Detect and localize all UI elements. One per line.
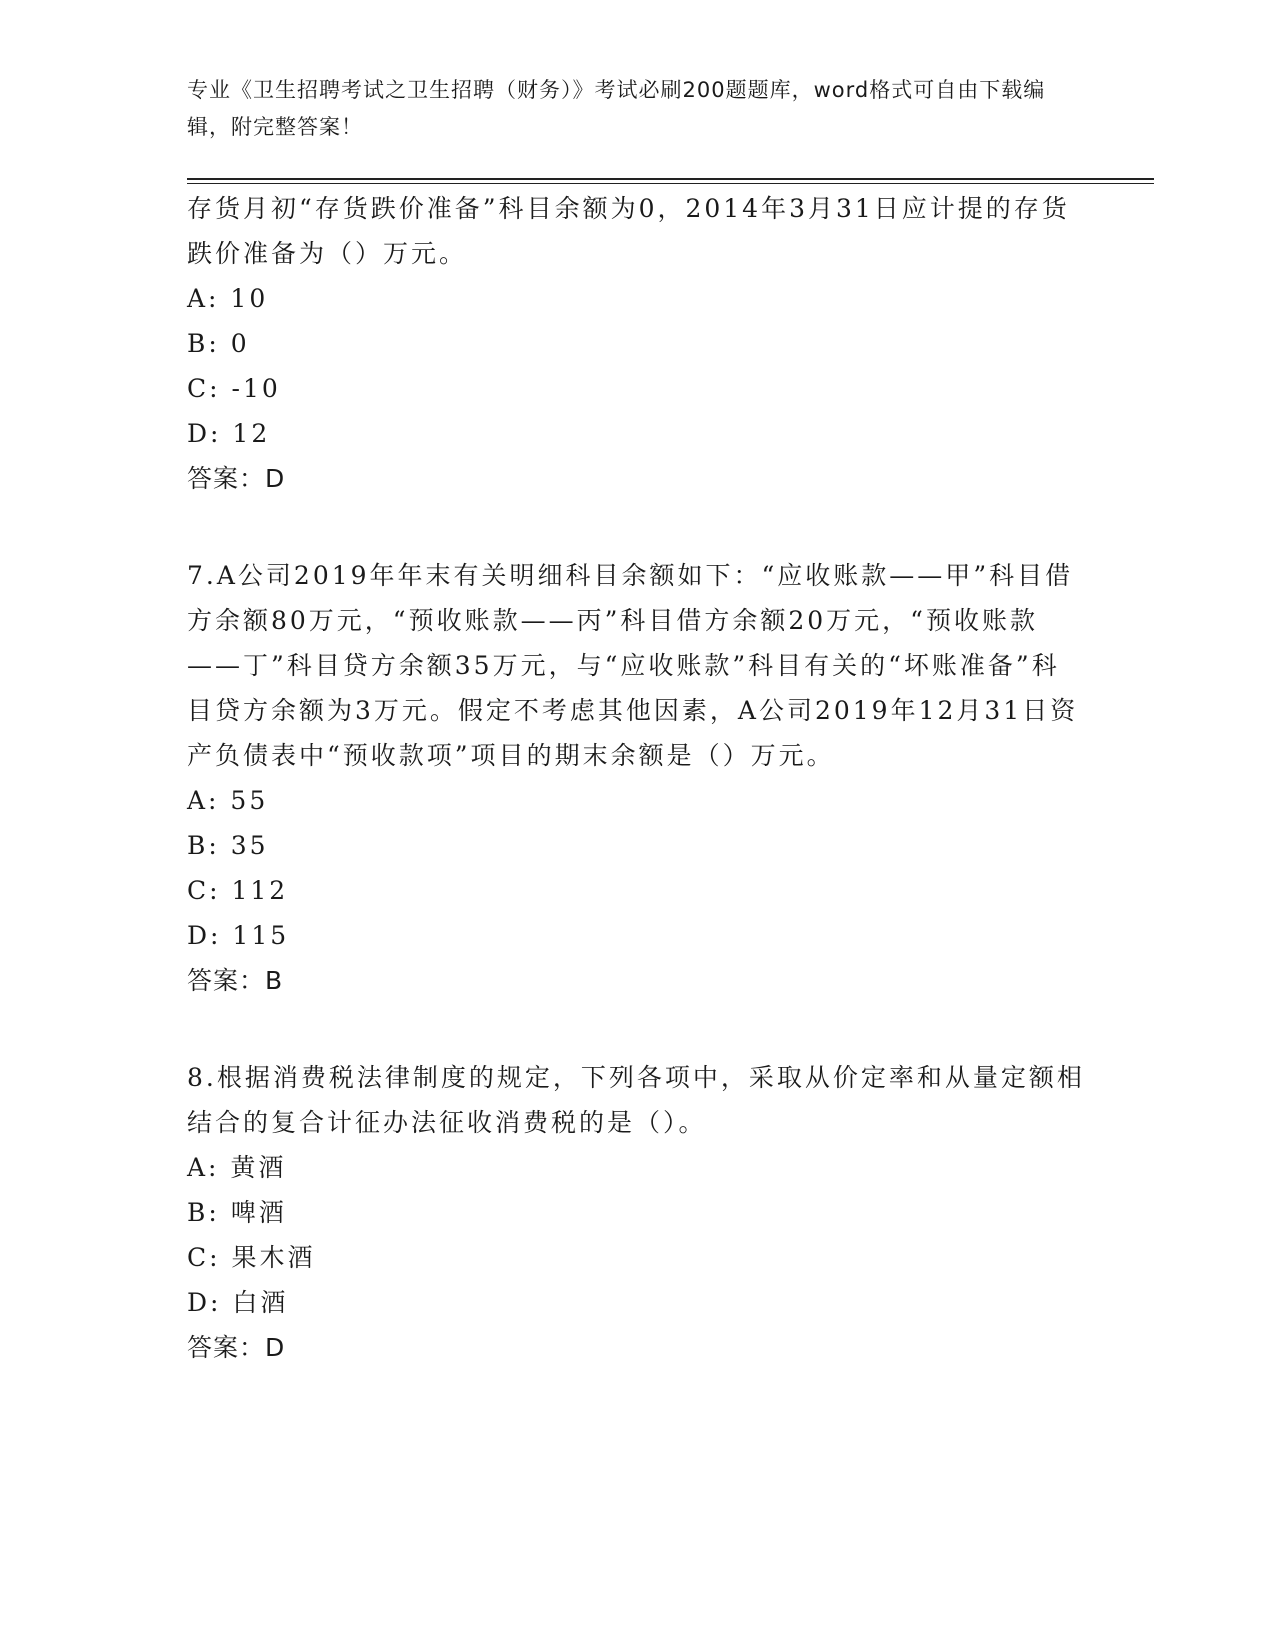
header-divider bbox=[187, 178, 1154, 184]
option-b: B: 啤酒 bbox=[187, 1198, 287, 1227]
answer-line: 答案：B bbox=[187, 966, 284, 995]
option-b: B: 0 bbox=[187, 329, 250, 358]
document-header bbox=[187, 72, 1067, 146]
answer-line: 答案：D bbox=[187, 1333, 286, 1362]
option-a: A: 黄酒 bbox=[187, 1153, 287, 1182]
question-list bbox=[187, 186, 1087, 1370]
question-fragment bbox=[187, 186, 1087, 501]
answer-line: 答案：D bbox=[187, 464, 286, 493]
option-a: A: 10 bbox=[187, 284, 269, 313]
option-a: A: 55 bbox=[187, 786, 269, 815]
option-c: C: -10 bbox=[187, 374, 281, 403]
question-stem: 8.根据消费税法律制度的规定，下列各项中，采取从价定率和从量定额相结合的复合计征办法征收消费税的是（）。 bbox=[187, 1063, 1085, 1137]
option-c: C: 112 bbox=[187, 876, 289, 905]
option-c: C: 果木酒 bbox=[187, 1243, 316, 1272]
option-d: D: 115 bbox=[187, 921, 290, 950]
question-stem: 存货月初“存货跌价准备”科目余额为0，2014年3月31日应计提的存货跌价准备为（）万元。 bbox=[187, 194, 1070, 268]
question-7 bbox=[187, 553, 1087, 1003]
option-d: D: 白酒 bbox=[187, 1288, 289, 1317]
question-stem: 7.A公司2019年年末有关明细科目余额如下：“应收账款——甲”科目借方余额80万元，“预收账款——丙”科目借方余额20万元，“预收账款——丁”科目贷方余额35万元，与“应收账款”科目有关的“坏账准备”科目贷方余额为3万元。假定不考虑其他因素，A公司2019年12月31日资产负债表中“预收款项”项目的期末余额是（）万元。 bbox=[187, 561, 1079, 770]
question-8 bbox=[187, 1055, 1087, 1370]
option-d: D: 12 bbox=[187, 419, 271, 448]
document-title: 专业《卫生招聘考试之卫生招聘（财务）》考试必刷200题题库，word格式可自由下载编辑，附完整答案！ bbox=[187, 78, 1046, 139]
option-b: B: 35 bbox=[187, 831, 269, 860]
